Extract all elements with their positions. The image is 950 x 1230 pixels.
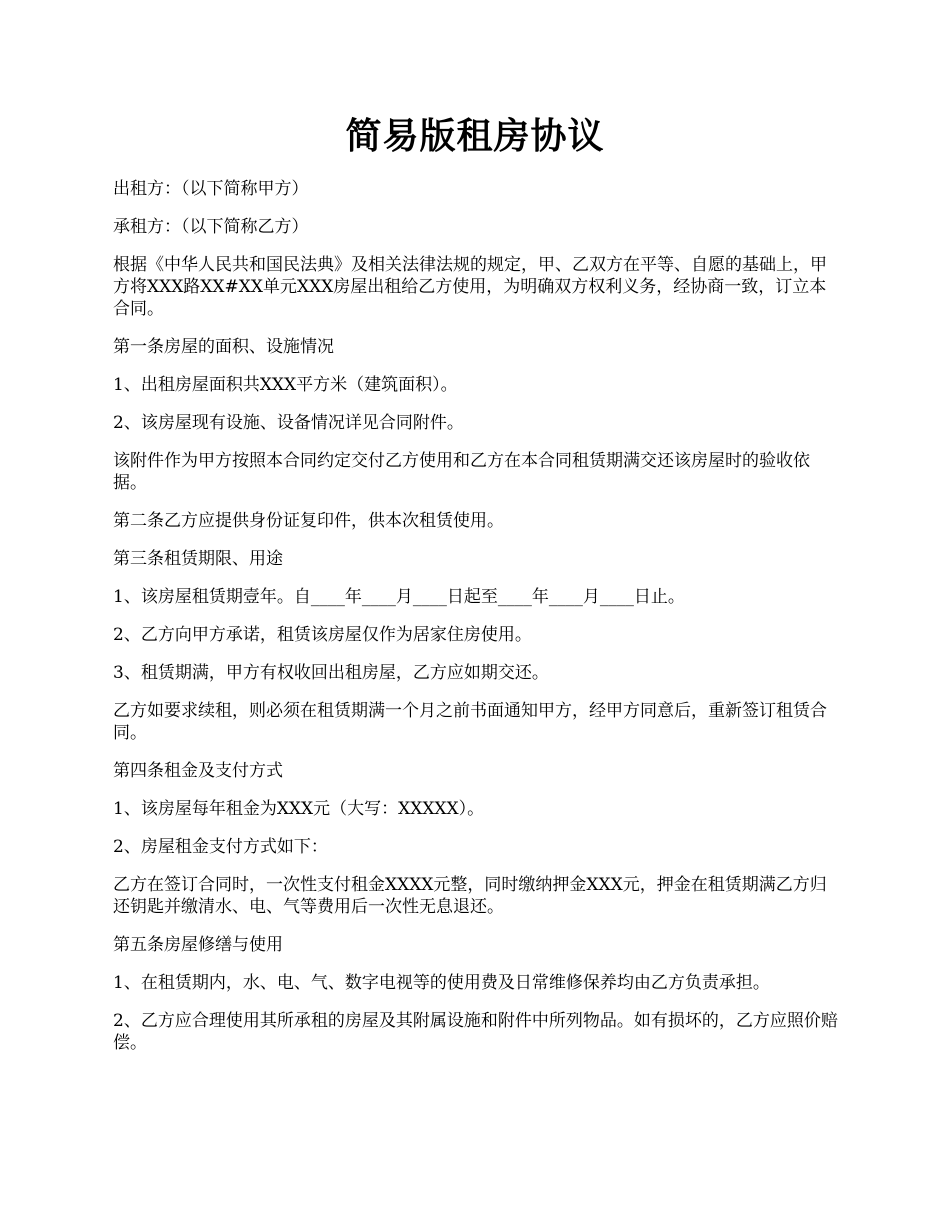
article-2-heading: 第二条乙方应提供身份证复印件，供本次租赁使用。 [113, 511, 504, 531]
document-body [113, 178, 843, 1070]
article-3-note: 乙方如要求续租，则必须在租赁期满一个月之前书面通知甲方，经甲方同意后，重新签订租赁合同。 [113, 701, 827, 743]
article-5-item-2: 2、乙方应合理使用其所承租的房屋及其附属设施和附件中所列物品。如有损坏的，乙方应照价赔偿。 [113, 1011, 838, 1053]
article-5-item-1: 1、在租赁期内，水、电、气、数字电视等的使用费及日常维修保养均由乙方负责承担。 [113, 973, 770, 993]
article-3-item-1: 1、该房屋租赁期壹年。自____年____月____日起至____年____月____日止。 [113, 587, 685, 607]
paragraph-lessor: 出租方：（以下简称甲方） [113, 179, 309, 199]
article-4-item-2: 2、房屋租金支付方式如下： [113, 837, 328, 857]
article-5-heading: 第五条房屋修缮与使用 [113, 935, 283, 955]
article-3-item-2: 2、乙方向甲方承诺，租赁该房屋仅作为居家住房使用。 [113, 625, 532, 645]
article-1-heading: 第一条房屋的面积、设施情况 [113, 337, 334, 357]
article-4-heading: 第四条租金及支付方式 [113, 761, 283, 781]
article-1-note: 该附件作为甲方按照本合同约定交付乙方使用和乙方在本合同租赁期满交还该房屋时的验收依据。 [113, 451, 810, 493]
article-1-item-1: 1、出租房屋面积共XXX平方米（建筑面积）。 [113, 375, 458, 395]
article-3-item-3: 3、租赁期满，甲方有权收回出租房屋，乙方应如期交还。 [113, 663, 549, 683]
article-3-heading: 第三条租赁期限、用途 [113, 549, 283, 569]
paragraph-preamble: 根据《中华人民共和国民法典》及相关法律法规的规定，甲、乙双方在平等、自愿的基础上，甲方将XXX路XX#XX单元XXX房屋出租给乙方使用，为明确双方权利义务，经协商一致，订立本合同。 [113, 255, 827, 319]
paragraph-lessee: 承租方：（以下简称乙方） [113, 217, 309, 237]
article-1-item-2: 2、该房屋现有设施、设备情况详见合同附件。 [113, 413, 464, 433]
article-4-note: 乙方在签订合同时，一次性支付租金XXXX元整，同时缴纳押金XXX元，押金在租赁期满乙方归还钥匙并缴清水、电、气等费用后一次性无息退还。 [113, 875, 827, 917]
article-4-item-1: 1、该房屋每年租金为XXX元（大写：XXXXX）。 [113, 799, 485, 819]
document-title: 简易版租房协议 [345, 115, 605, 157]
